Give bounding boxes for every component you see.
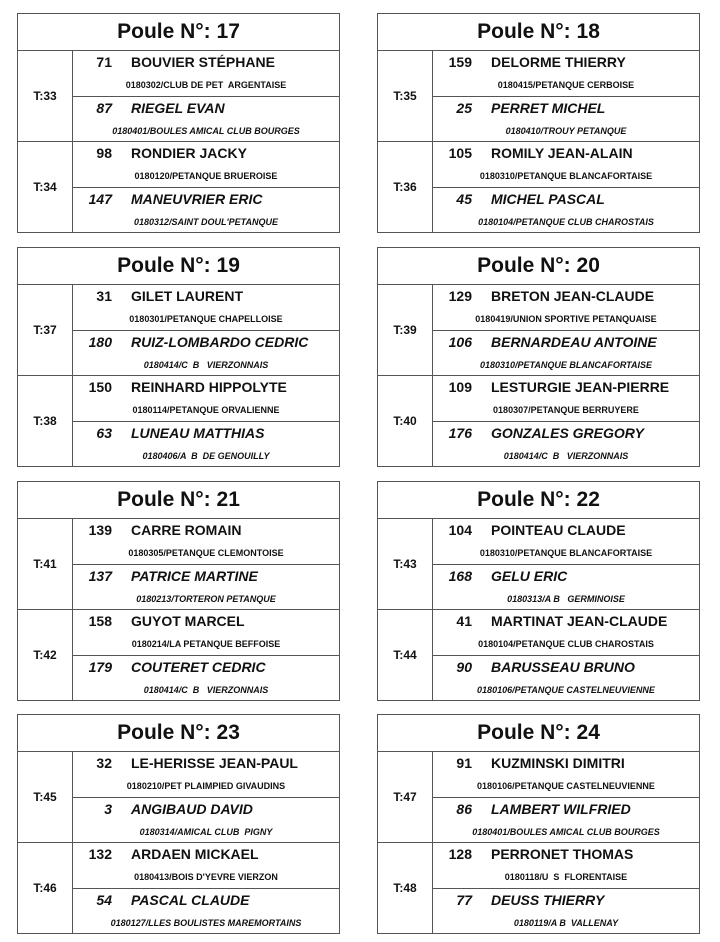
table-number: T:43	[378, 519, 433, 609]
match-row	[18, 141, 339, 232]
player-club: 0180214/LA PETANQUE BEFFOISE	[131, 639, 281, 649]
poule-title: Poule N°: 21	[18, 482, 339, 519]
player-number: 90	[456, 658, 472, 675]
player-entry	[433, 421, 699, 467]
match-row	[18, 51, 339, 141]
players	[433, 843, 699, 933]
players	[433, 51, 699, 141]
player-entry	[433, 752, 699, 797]
player-name: ROMILY JEAN-ALAIN	[491, 145, 633, 161]
player-entry	[73, 96, 339, 142]
poule-card	[377, 13, 700, 233]
player-name: PERRET MICHEL	[491, 99, 606, 116]
player-entry	[73, 285, 339, 330]
player-entry	[433, 96, 699, 142]
table-number: T:48	[378, 843, 433, 933]
player-number: 139	[88, 522, 112, 538]
player-club: 0180414/C B VIERZONNAIS	[143, 684, 269, 695]
poule-card	[17, 13, 340, 233]
player-club: 0180106/PETANQUE CASTELNEUVIENNE	[477, 781, 655, 791]
player-name: KUZMINSKI DIMITRI	[491, 755, 625, 771]
player-entry	[433, 519, 699, 564]
poule-card	[377, 247, 700, 467]
player-entry	[433, 376, 699, 421]
player-name: MARTINAT JEAN-CLAUDE	[491, 613, 668, 629]
match-row	[18, 752, 339, 842]
players	[73, 519, 339, 609]
table-number: T:37	[18, 285, 73, 375]
match-row	[18, 609, 339, 700]
player-number: 159	[448, 54, 472, 70]
match-row	[378, 609, 699, 700]
player-name: GUYOT MARCEL	[131, 613, 245, 629]
player-name: CARRE ROMAIN	[131, 522, 242, 538]
player-entry	[433, 888, 699, 934]
match-row	[378, 51, 699, 141]
poule-title: Poule N°: 20	[378, 248, 699, 285]
match-row	[378, 375, 699, 466]
player-club: 0180414/C B VIERZONNAIS	[503, 450, 629, 461]
player-entry	[73, 797, 339, 843]
player-number: 129	[448, 288, 472, 304]
player-name: DEUSS THIERRY	[491, 891, 605, 908]
player-name: BERNARDEAU ANTOINE	[491, 333, 657, 350]
table-number: T:40	[378, 376, 433, 466]
poule-title: Poule N°: 18	[378, 14, 699, 51]
table-number: T:42	[18, 610, 73, 700]
player-club: 0180307/PETANQUE BERRUYERE	[493, 405, 639, 415]
player-entry	[73, 843, 339, 888]
table-number: T:44	[378, 610, 433, 700]
players	[433, 752, 699, 842]
player-entry	[73, 655, 339, 701]
player-club: 0180312/SAINT DOUL'PETANQUE	[133, 216, 278, 227]
table-number: T:47	[378, 752, 433, 842]
player-name: BRETON JEAN-CLAUDE	[491, 288, 655, 304]
match-row	[378, 842, 699, 933]
player-entry	[433, 187, 699, 233]
player-club: 0180114/PETANQUE ORVALIENNE	[132, 405, 280, 415]
player-number: 105	[448, 145, 472, 161]
player-number: 150	[88, 379, 112, 395]
table-number: T:34	[18, 142, 73, 232]
player-number: 91	[456, 755, 472, 771]
match-row	[378, 519, 699, 609]
player-club: 0180310/PETANQUE BLANCAFORTAISE	[479, 359, 653, 370]
player-entry	[433, 610, 699, 655]
player-name: LESTURGIE JEAN-PIERRE	[491, 379, 670, 395]
player-number: 106	[448, 333, 472, 350]
table-number: T:39	[378, 285, 433, 375]
player-entry	[73, 888, 339, 934]
players	[73, 843, 339, 933]
poule-title: Poule N°: 23	[18, 715, 339, 752]
player-club: 0180120/PETANQUE BRUEROISE	[134, 171, 278, 181]
poule-card	[17, 714, 340, 934]
player-entry	[433, 843, 699, 888]
player-entry	[433, 285, 699, 330]
player-name: GELU ERIC	[491, 567, 568, 584]
player-club: 0180310/PETANQUE BLANCAFORTAISE	[479, 171, 653, 181]
player-entry	[73, 421, 339, 467]
player-entry	[73, 187, 339, 233]
player-name: GONZALES GREGORY	[491, 424, 644, 441]
player-club: 0180414/C B VIERZONNAIS	[143, 359, 269, 370]
player-name: RIEGEL EVAN	[131, 99, 225, 116]
players	[433, 142, 699, 232]
player-club: 0180104/PETANQUE CLUB CHAROSTAIS	[478, 639, 654, 649]
player-number: 25	[456, 99, 472, 116]
table-number: T:36	[378, 142, 433, 232]
player-number: 77	[456, 891, 472, 908]
player-entry	[73, 376, 339, 421]
player-club: 0180305/PETANQUE CLEMONTOISE	[128, 548, 284, 558]
poule-card	[17, 247, 340, 467]
player-number: 87	[96, 99, 112, 116]
players	[73, 51, 339, 141]
players	[73, 376, 339, 466]
match-row	[18, 842, 339, 933]
player-number: 98	[96, 145, 112, 161]
match-row	[378, 141, 699, 232]
player-club: 0180213/TORTERON PETANQUE	[136, 593, 276, 604]
poule-title: Poule N°: 17	[18, 14, 339, 51]
player-number: 104	[448, 522, 472, 538]
player-club: 0180310/PETANQUE BLANCAFORTAISE	[479, 548, 653, 558]
player-name: COUTERET CEDRIC	[131, 658, 266, 675]
player-club: 0180210/PET PLAIMPIED GIVAUDINS	[126, 781, 286, 791]
player-name: RUIZ-LOMBARDO CEDRIC	[131, 333, 309, 350]
match-row	[18, 285, 339, 375]
player-name: LAMBERT WILFRIED	[491, 800, 631, 817]
player-name: DELORME THIERRY	[491, 54, 626, 70]
player-number: 45	[456, 190, 472, 207]
player-entry	[73, 142, 339, 187]
player-entry	[433, 655, 699, 701]
player-name: ANGIBAUD DAVID	[131, 800, 253, 817]
player-name: PATRICE MARTINE	[131, 567, 258, 584]
player-name: MICHEL PASCAL	[491, 190, 605, 207]
player-entry	[433, 142, 699, 187]
player-club: 0180302/CLUB DE PET ARGENTAISE	[125, 80, 287, 90]
player-entry	[73, 752, 339, 797]
poule-title: Poule N°: 22	[378, 482, 699, 519]
player-number: 41	[456, 613, 472, 629]
poule-card	[377, 481, 700, 701]
table-number: T:41	[18, 519, 73, 609]
player-name: BOUVIER STÉPHANE	[131, 54, 275, 70]
players	[433, 285, 699, 375]
player-number: 71	[96, 54, 112, 70]
player-name: LE-HERISSE JEAN-PAUL	[131, 755, 298, 771]
players	[433, 376, 699, 466]
table-number: T:35	[378, 51, 433, 141]
player-club: 0180419/UNION SPORTIVE PETANQUAISE	[475, 314, 657, 324]
player-club: 0180104/PETANQUE CLUB CHAROSTAIS	[478, 216, 654, 227]
player-number: 3	[104, 800, 112, 817]
player-name: LUNEAU MATTHIAS	[131, 424, 265, 441]
match-row	[378, 752, 699, 842]
player-club: 0180313/A B GERMINOISE	[507, 593, 625, 604]
player-club: 0180301/PETANQUE CHAPELLOISE	[129, 314, 283, 324]
player-name: RONDIER JACKY	[131, 145, 247, 161]
players	[433, 610, 699, 700]
table-number: T:45	[18, 752, 73, 842]
table-number: T:46	[18, 843, 73, 933]
player-number: 137	[88, 567, 112, 584]
player-club: 0180127/LLES BOULISTES MAREMORTAINS	[110, 917, 302, 928]
player-name: BARUSSEAU BRUNO	[491, 658, 635, 675]
player-club: 0180415/PETANQUE CERBOISE	[497, 80, 635, 90]
poule-title: Poule N°: 24	[378, 715, 699, 752]
player-entry	[433, 564, 699, 610]
match-row	[18, 519, 339, 609]
player-name: ARDAEN MICKAEL	[131, 846, 259, 862]
player-club: 0180401/BOULES AMICAL CLUB BOURGES	[472, 826, 660, 837]
player-name: POINTEAU CLAUDE	[491, 522, 626, 538]
player-entry	[433, 797, 699, 843]
player-number: 147	[88, 190, 112, 207]
player-club: 0180119/A B VALLENAY	[513, 917, 619, 928]
player-club: 0180406/A B DE GENOUILLY	[142, 450, 270, 461]
player-name: PERRONET THOMAS	[491, 846, 634, 862]
player-club: 0180314/AMICAL CLUB PIGNY	[139, 826, 273, 837]
player-number: 132	[88, 846, 112, 862]
player-number: 32	[96, 755, 112, 771]
player-number: 158	[88, 613, 112, 629]
player-entry	[73, 330, 339, 376]
poule-card	[377, 714, 700, 934]
player-name: REINHARD HIPPOLYTE	[131, 379, 287, 395]
player-club: 0180401/BOULES AMICAL CLUB BOURGES	[112, 125, 300, 136]
player-number: 86	[456, 800, 472, 817]
player-name: PASCAL CLAUDE	[131, 891, 250, 908]
player-number: 31	[96, 288, 112, 304]
players	[73, 285, 339, 375]
player-number: 54	[96, 891, 112, 908]
player-entry	[433, 330, 699, 376]
player-club: 0180106/PETANQUE CASTELNEUVIENNE	[477, 684, 655, 695]
players	[433, 519, 699, 609]
match-row	[378, 285, 699, 375]
player-number: 176	[448, 424, 472, 441]
player-number: 109	[448, 379, 472, 395]
player-number: 168	[448, 567, 472, 584]
poule-card	[17, 481, 340, 701]
players	[73, 142, 339, 232]
player-club: 0180118/U S FLORENTAISE	[504, 872, 628, 882]
player-number: 128	[448, 846, 472, 862]
player-name: MANEUVRIER ERIC	[131, 190, 263, 207]
players	[73, 752, 339, 842]
table-number: T:33	[18, 51, 73, 141]
player-entry	[433, 51, 699, 96]
player-club: 0180410/TROUY PETANQUE	[505, 125, 627, 136]
player-club: 0180413/BOIS D'YEVRE VIERZON	[134, 872, 278, 882]
match-row	[18, 375, 339, 466]
player-number: 63	[96, 424, 112, 441]
poule-title: Poule N°: 19	[18, 248, 339, 285]
table-number: T:38	[18, 376, 73, 466]
player-entry	[73, 610, 339, 655]
player-number: 180	[88, 333, 112, 350]
player-entry	[73, 51, 339, 96]
players	[73, 610, 339, 700]
player-entry	[73, 564, 339, 610]
player-number: 179	[88, 658, 112, 675]
player-entry	[73, 519, 339, 564]
player-name: GILET LAURENT	[131, 288, 243, 304]
